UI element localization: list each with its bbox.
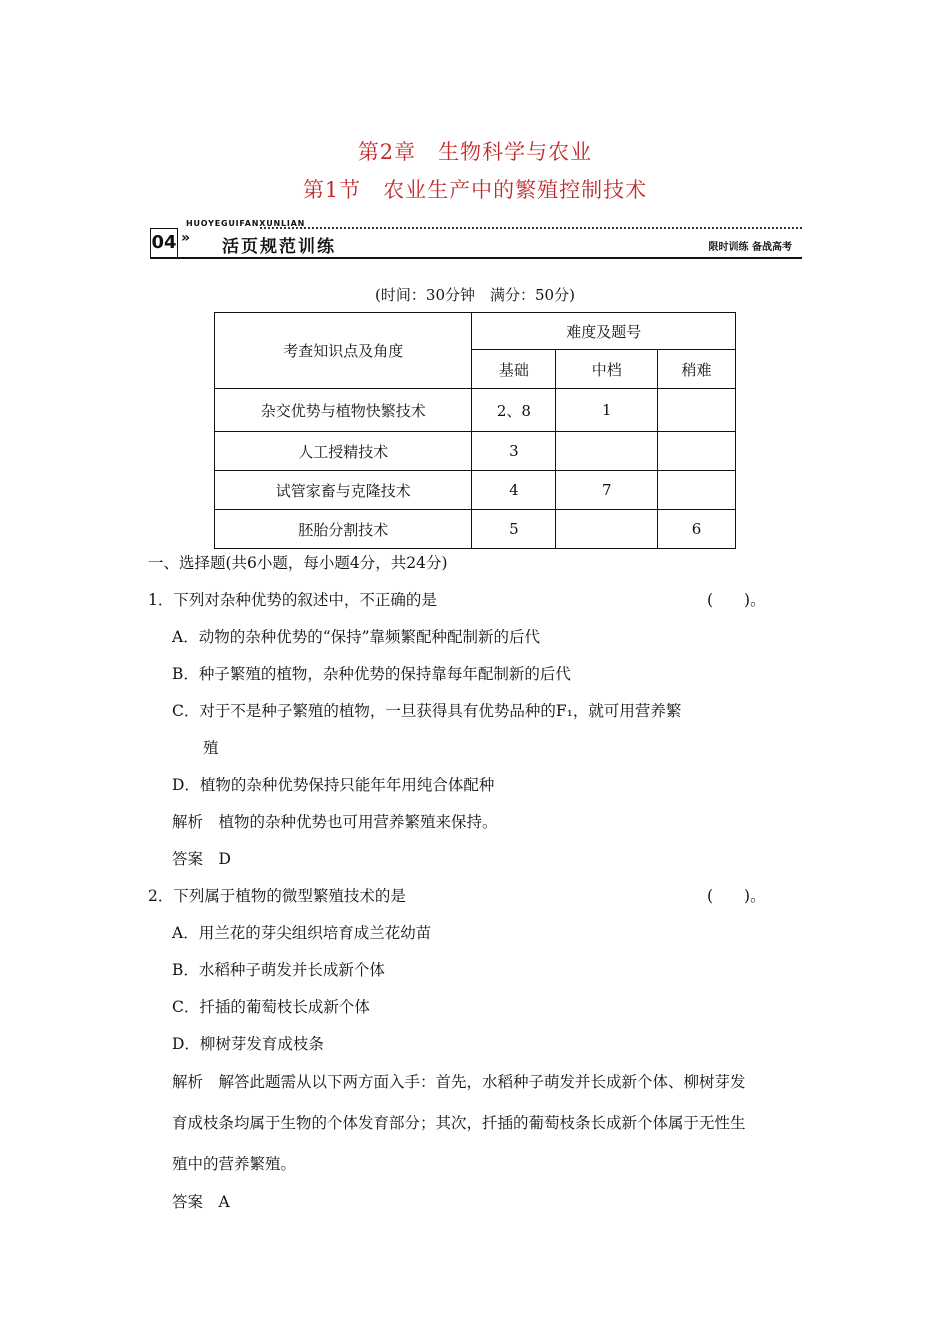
q1-option-b: B．种子繁殖的植物，杂种优势的保持靠每年配制新的后代: [172, 665, 571, 683]
q2-answer-paren: ( )。: [707, 887, 766, 905]
table-header-difficulty: 难度及题号: [472, 313, 736, 350]
q1-analysis: 解析 植物的杂种优势也可用营养繁殖来保持。: [172, 813, 498, 831]
table-cell-mid: 1: [556, 389, 658, 432]
table-cell-topic: 试管家畜与克隆技术: [215, 471, 472, 510]
table-row: [215, 432, 736, 471]
time-note: (时间：30分钟 满分：50分): [375, 286, 575, 304]
table-cell-mid: [556, 432, 658, 471]
table-cell-topic: 杂交优势与植物快繁技术: [215, 389, 472, 432]
table-cell-hard: [658, 432, 736, 471]
table-cell-topic: 人工授精技术: [215, 432, 472, 471]
q2-option-c: C．扦插的葡萄枝长成新个体: [172, 998, 370, 1016]
table-row: [215, 471, 736, 510]
banner-rule: [150, 257, 802, 259]
table-cell-hard: 6: [658, 510, 736, 549]
banner-pinyin: HUOYEGUIFANXUNLIAN: [186, 219, 306, 228]
section-title: 第1节 农业生产中的繁殖控制技术: [302, 178, 648, 202]
q2-analysis-line2: 育成枝条均属于生物的个体发育部分；其次，扦插的葡萄枝条长成新个体属于无性生: [172, 1114, 746, 1132]
q1-answer: 答案 D: [172, 850, 231, 868]
q1-option-c: C．对于不是种子繁殖的植物，一旦获得具有优势品种的F₁，就可用营养繁: [172, 702, 682, 720]
table-cell-mid: [556, 510, 658, 549]
table-row: [215, 510, 736, 549]
table-cell-basic: 5: [472, 510, 556, 549]
q2-option-a: A．用兰花的芽尖组织培育成兰花幼苗: [172, 924, 432, 942]
table-subheader-basic: 基础: [472, 350, 556, 389]
q2-analysis-line3: 殖中的营养繁殖。: [172, 1155, 297, 1173]
table-cell-basic: 4: [472, 471, 556, 510]
banner-right-text: 限时训练 备战高考: [708, 242, 792, 253]
table-cell-basic: 3: [472, 432, 556, 471]
table-cell-hard: [658, 471, 736, 510]
q1-stem: 1．下列对杂种优势的叙述中，不正确的是: [148, 591, 437, 609]
q2-option-b: B．水稻种子萌发并长成新个体: [172, 961, 385, 979]
q2-answer: 答案 A: [172, 1193, 230, 1211]
table-cell-hard: [658, 389, 736, 432]
q2-stem: 2．下列属于植物的微型繁殖技术的是: [148, 887, 406, 905]
table-cell-mid: 7: [556, 471, 658, 510]
table-cell-topic: 胚胎分割技术: [215, 510, 472, 549]
q2-analysis-line1: 解析 解答此题需从以下两方面入手：首先，水稻种子萌发并长成新个体、柳树芽发: [172, 1073, 746, 1091]
practice-banner: [150, 219, 802, 260]
q2-option-d: D．柳树芽发育成枝条: [172, 1035, 324, 1053]
knowledge-table: [214, 312, 736, 549]
chevron-icon: »: [181, 230, 191, 246]
table-subheader-mid: 中档: [556, 350, 658, 389]
table-cell-basic: 2、8: [472, 389, 556, 432]
banner-number: 04: [150, 228, 178, 258]
table-header-topic: 考查知识点及角度: [215, 313, 472, 389]
table-row: [215, 389, 736, 432]
section-heading: 一、选择题(共6小题，每小题4分，共24分): [148, 554, 448, 572]
chapter-title: 第2章 生物科学与农业: [357, 140, 593, 164]
banner-dotted-line: [260, 227, 802, 229]
banner-label: 活页规范训练: [222, 237, 336, 257]
q1-option-d: D．植物的杂种优势保持只能年年用纯合体配种: [172, 776, 495, 794]
q1-answer-paren: ( )。: [707, 591, 766, 609]
table-subheader-hard: 稍难: [658, 350, 736, 389]
q1-option-c-cont: 殖: [203, 739, 219, 757]
q1-option-a: A．动物的杂种优势的“保持”靠频繁配种配制新的后代: [172, 628, 541, 646]
